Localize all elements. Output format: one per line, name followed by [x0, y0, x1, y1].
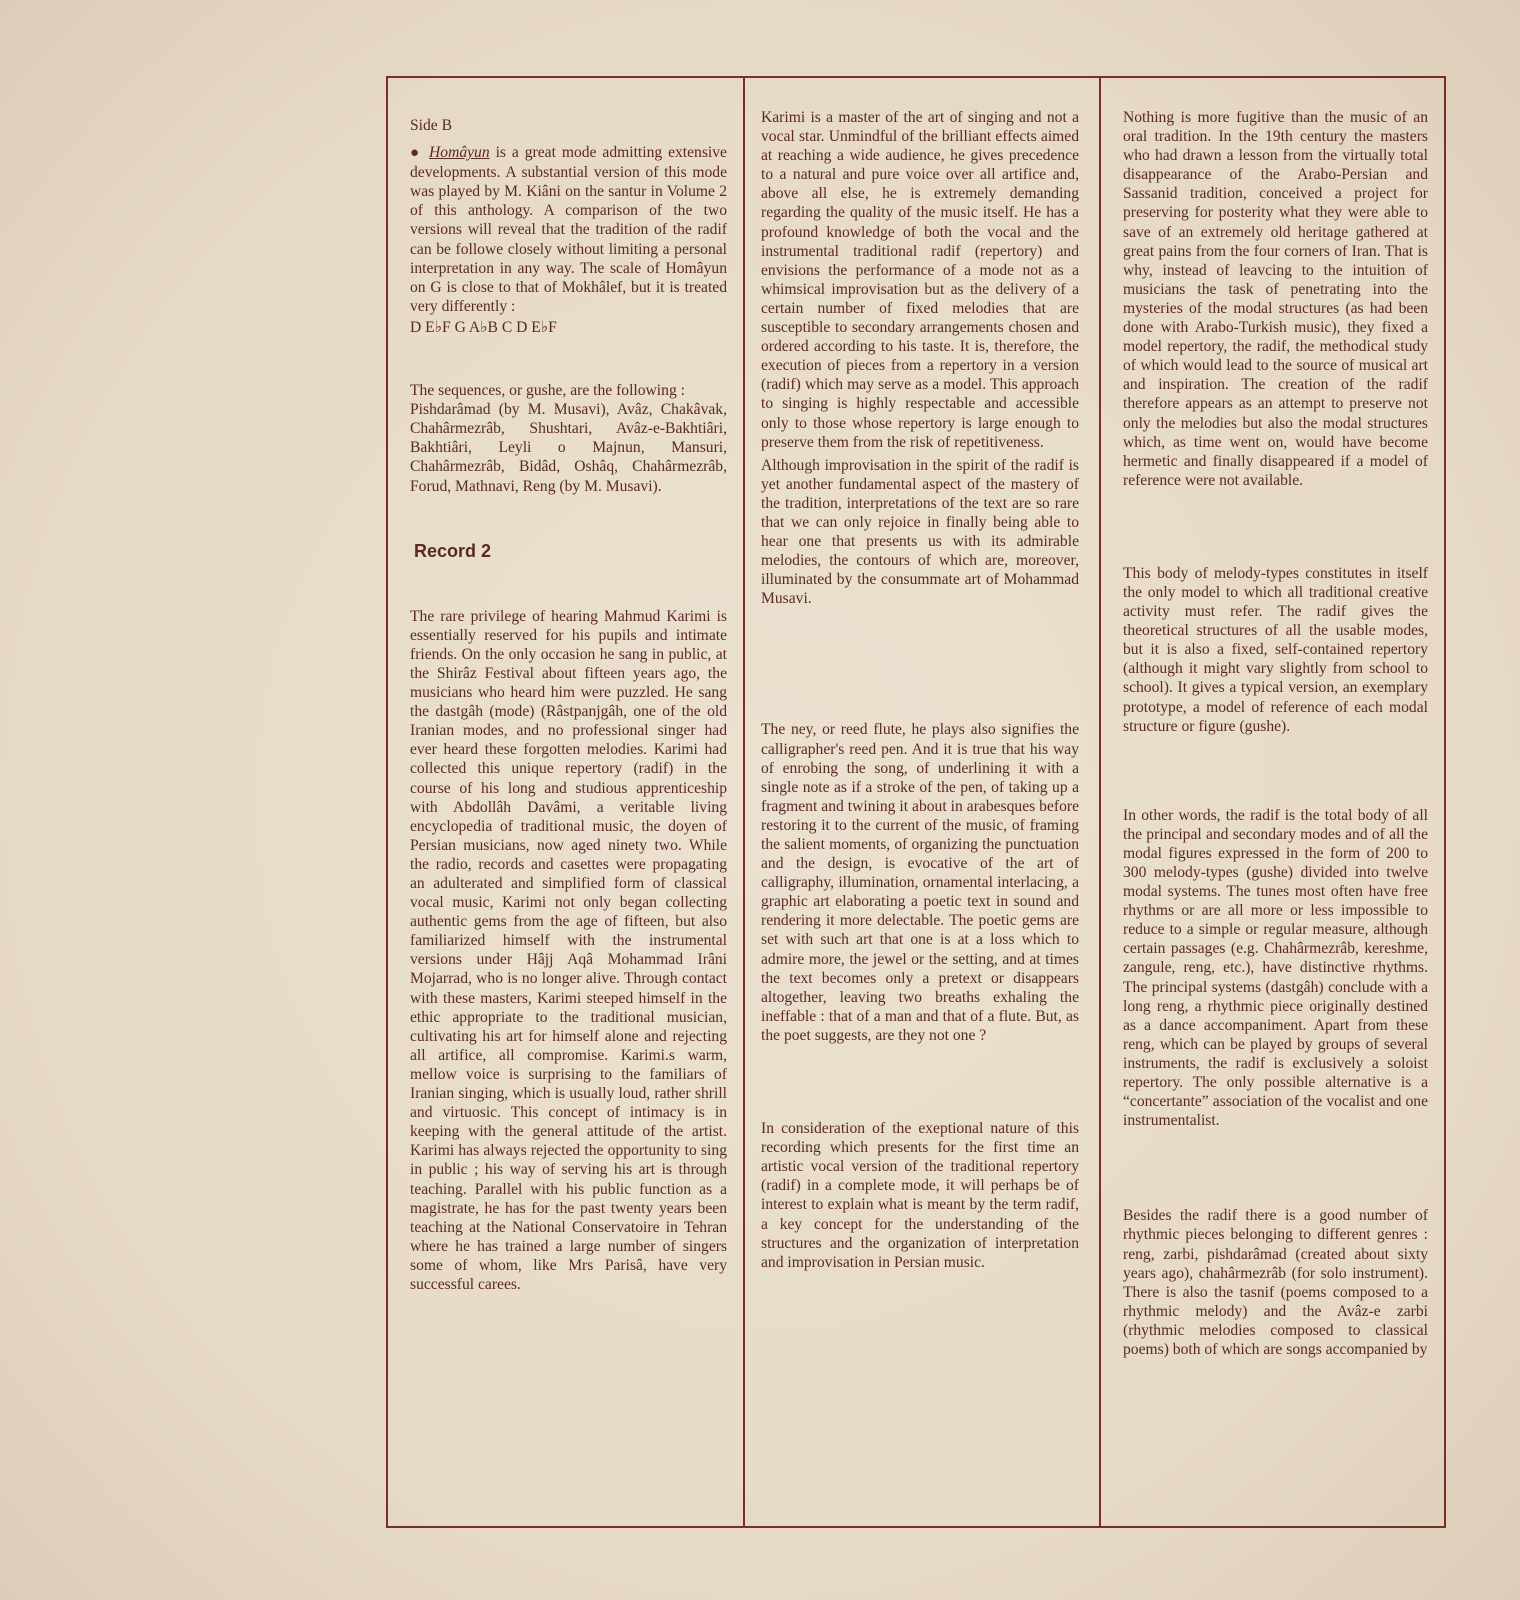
melody-types-paragraph: This body of melody-types constitutes in itself the only model to which all traditional creative activity must refer. The radif gives the theoretical structures of all the usable modes, but it is also a fixed, self-contained repertory (although it might vary slightly from school to school). It gives a typical version, an exemplary prototype, a model of reference of each modal structure or figure (gushe).	[1123, 564, 1428, 735]
sequences-list: Pishdarâmad (by M. Musavi), Avâz, Chakâvak, Chahârmezrâb, Shushtari, Avâz-e-Bakhtiâri, Bakhtiâri, Leyli o Majnun, Mansuri, Chahârmezrâb, Bidâd, Oshâq, Chahârmezrâb, Forud, Mathnavi, Reng (by M. Musavi).	[410, 401, 727, 495]
homayun-text: is a great mode admitting extensive developments. A substantial version of this mode was played by M. Kiâni on the santur in Volume 2 of this anthology. A comparison of the two versions will reveal that the tradition of the radif can be followe closely without limiting a personal interpretation in any way. The scale of Homâyun on G is close to that of Mokhâlef, but it is treated very differently :	[410, 144, 727, 315]
column-2	[745, 78, 1101, 1526]
ney-paragraph: The ney, or reed flute, he plays also signifies the calligrapher's reed pen. And it is true that his way of enrobing the song, of underlining it with a single note as if a stroke of the pen, of taking up a fragment and twining it about in arabesques before restoring it to the current of the music, of framing the salient moments, of organizing the punctuation and the design, is evocative of the art of calligraphy, illumination, ornamental interlacing, a graphic art elaborating a poetic text in sound and rendering it more delectable. The poetic gems are set with such art that one is at a loss which to admire more, the jewel or the setting, and at times the text becomes only a pretext or disappears altogether, leaving two breaths exhaling the ineffable : that of a man and that of a flute. But, as the poet suggests, are they not one ?	[761, 721, 1079, 1044]
record-2-heading: Record 2	[414, 540, 492, 561]
sequences-intro: The sequences, or gushe, are the following :	[410, 382, 685, 400]
fugitive-paragraph: Nothing is more fugitive than the music of an oral tradition. In the 19th century the masters who had drawn a lesson from the virtually total disappearance of the Arabo-Persian and Sassanid tradition, conceived a project for preserving for posterity what they were able to save of an extremely old heritage gathered at great pains from the four corners of Iran. That is why, instead of leavcing to the intuition of musicians the task of penetrating into the mysteries of the modal structures (as had been done with Arabo-Turkish music), they fixed a model repertory, the radif, the methodical study of which would lead to the source of musical art and inspiration. The creation of the radif therefore appears as an attempt to preserve not only the melodies but also the modal structures which, as time went on, would have become hermetic and finally disappeared if a model of reference were not available.	[1123, 109, 1428, 489]
radif-definition-paragraph: In other words, the radif is the total body of all the principal and secondary modes and of all the modal figures expressed in the form of 200 to 300 melody-types (gushe) divided into twelve modal systems. The tunes most often have free rhythms or are all more or less impossible to reduce to a simple or regular measure, although certain passages (e.g. Chahârmezrâb, kereshme, zangule, reng, etc.), have distinctive rhythms. The principal systems (dastgâh) conclude with a long reng, a rhythmic piece originally destined as a dance accompaniment. Apart from these reng, which can be played by groups of several instruments, the radif is exclusively a soloist repertory. The only possible alternative is a “concertante” association of the vocalist and one instrumentalist.	[1123, 806, 1428, 1130]
column-1	[388, 78, 745, 1526]
column-3	[1101, 78, 1446, 1526]
scale-notation: D E♭F G A♭B C D E♭F	[410, 318, 557, 336]
text-frame	[386, 76, 1446, 1528]
improvisation-paragraph: Although improvisation in the spirit of the radif is yet another fundamental aspect of the mastery of the tradition, interpretations of the text are so rare that we can only rejoice in finally being able to hear one that presents us with its admirable melodies, the contours of which are, moreover, illuminated by the consummate art of Mohammad Musavi.	[761, 456, 1079, 608]
side-b-title: Side B	[410, 117, 453, 134]
homayun-paragraph	[410, 143, 727, 316]
homayun-word: Homâyun	[429, 144, 490, 162]
bullet-icon: ●	[410, 145, 422, 162]
consideration-paragraph: In consideration of the exeptional nature of this recording which presents for the first time an artistic vocal version of the traditional repertory (radif) in a complete mode, it will perhaps be of interest to explain what is meant by the term radif, a key concept for the understanding of the structures and the organization of interpretation and improvisation in Persian music.	[761, 1120, 1079, 1271]
rhythmic-pieces-paragraph: Besides the radif there is a good number of rhythmic pieces belonging to different genres : reng, zarbi, pishdarâmad (created about sixty years ago), chahârmezrâb (for solo instrument). There is also the tasnif (poems composed to a rhythmic melody) and the Avâz-e zarbi (rhythmic melodies composed to classical poems) both of which are songs accompanied by	[1123, 1207, 1428, 1358]
karimi-master-paragraph: Karimi is a master of the art of singing and not a vocal star. Unmindful of the brilliant effects aimed at reaching a wide audience, he gives precedence to a natural and pure voice over all artifice and, above all else, he is extremely demanding regarding the quality of the music itself. He has a profound knowledge of both the vocal and the instrumental traditional radif (repertory) and envisions the performance of a mode not as a whimsical improvisation but as the delivery of a certain number of fixed melodies that are susceptible to secondary arrangements chosen and ordered according to his taste. It is, therefore, the execution of pieces from a repertory in a version (radif) which may serve as a model. This approach to singing is highly respectable and accessible only to those whose repertory is large enough to preserve them from the risk of repetitiveness.	[761, 109, 1079, 451]
record-2-paragraph: The rare privilege of hearing Mahmud Karimi is essentially reserved for his pupils and intimate friends. On the only occasion he sang in public, at the Shirâz Festival about fifteen years ago, the musicians who heard him were puzzled. He sang the dastgâh (mode) (Râstpanjgâh, one of the old Iranian modes, and no professional singer had ever heard these forgotten melodies. Karimi had collected this unique repertory (radif) in the course of his long and studious apprenticeship with Abdollâh Davâmi, a veritable living encyclopedia of traditional music, the doyen of Persian musicians, now aged ninety two. While the radio, records and casettes were propagating an adulterated and simplified form of classical vocal music, Karimi not only began collecting authentic gems from the age of fifteen, but also familiarized himself with the instrumental versions under Hâjj Aqâ Mohammad Irâni Mojarrad, who is no longer alive. Through contact with these masters, Karimi steeped himself in the ethic appropriate to the traditional musician, cultivating his art for himself alone and rejecting all artifice, all compromise. Karimi.s warm, mellow voice is surprising to the familiars of Iranian singing, which is usually loud, rather shrill and virtuosic. This concept of intimacy is in keeping with the general attitude of the artist. Karimi has always rejected the opportunity to sing in public ; his way of serving his art is through teaching. Parallel with his public function as a magistrate, he has for the past twenty years been teaching at the National Conservatoire in Tehran where he has trained a large number of singers some of whom, like Mrs Parisâ, have very successful carees.	[410, 607, 727, 1293]
